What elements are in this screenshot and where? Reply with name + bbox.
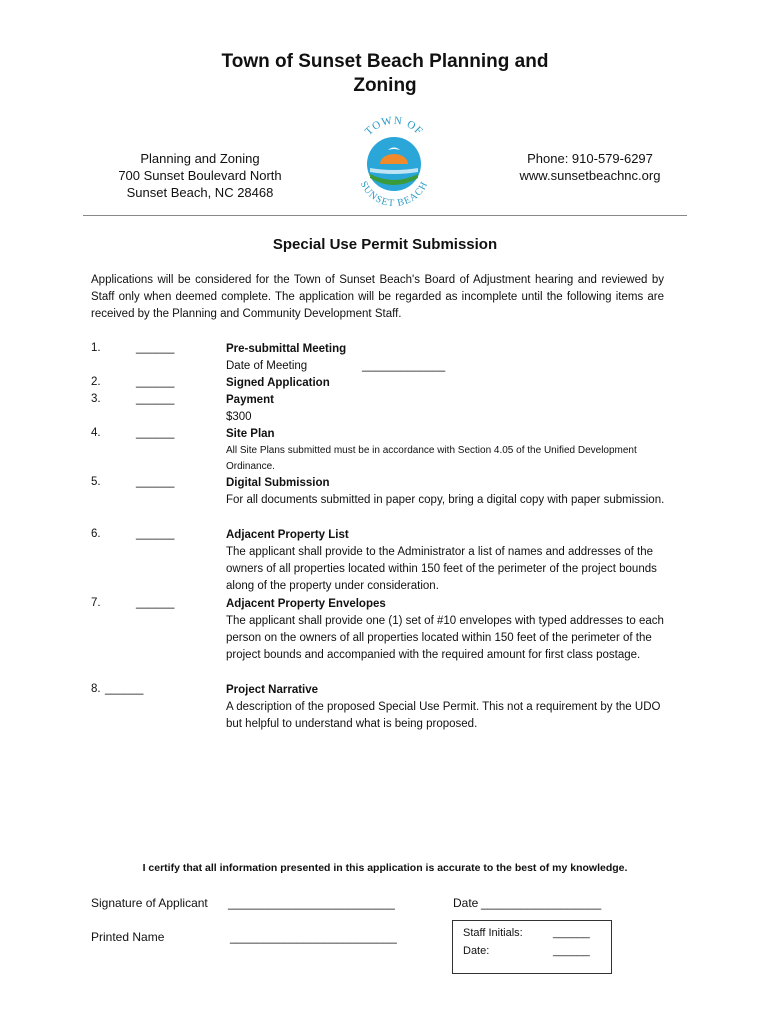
item-number: 5. xyxy=(91,476,101,488)
item-heading: Adjacent Property Envelopes xyxy=(226,598,386,610)
staff-use-box xyxy=(452,920,612,974)
staff-date-field[interactable]: ______ xyxy=(553,945,590,957)
checklist-item xyxy=(226,341,672,375)
item-number: 2. xyxy=(91,376,101,388)
printed-name-field[interactable]: _________________________ xyxy=(230,930,397,944)
svg-text:SUNSET BEACH: SUNSET BEACH xyxy=(357,179,431,210)
address-line-1: Planning and Zoning xyxy=(140,151,260,166)
item-check-blank[interactable]: ______ xyxy=(136,393,175,405)
item-check-blank[interactable]: ______ xyxy=(105,683,144,695)
staff-initials-field[interactable]: ______ xyxy=(553,927,590,939)
printed-name-label: Printed Name xyxy=(91,930,165,944)
staff-initials-label: Staff Initials: xyxy=(463,927,523,939)
item-heading: Site Plan xyxy=(226,428,275,440)
page-title xyxy=(0,50,770,98)
item-detail: $300 xyxy=(226,411,252,423)
certification-statement: I certify that all information presented in this application is accurate to the best of my knowledge. xyxy=(142,862,628,874)
item-check-blank[interactable]: ______ xyxy=(136,476,175,488)
item-detail: The applicant shall provide one (1) set of #10 envelopes with typed addresses to each person on the owners of all properties located within 150 feet of the perimeter of the project bounds and accompanied with the required amount for first class postage. xyxy=(226,615,664,661)
address-line-3: Sunset Beach, NC 28468 xyxy=(126,185,274,200)
address-line-2: 700 Sunset Boulevard North xyxy=(118,168,282,183)
header-divider xyxy=(83,215,687,216)
date-field[interactable]: __________________ xyxy=(481,896,602,910)
contact-info xyxy=(490,150,690,184)
item-number: 4. xyxy=(91,427,101,439)
title-line-2: Zoning xyxy=(353,75,417,96)
item-detail: The applicant shall provide to the Administrator a list of names and addresses of the owners of all properties located within 150 feet of the perimeter of the project bounds along of the property under consideration. xyxy=(226,546,657,592)
item-heading: Signed Application xyxy=(226,377,330,389)
staff-date-label: Date: xyxy=(463,945,490,957)
item-number: 3. xyxy=(91,393,101,405)
item-detail: A description of the proposed Special Use Permit. This not a requirement by the UDO but helpful to understand what is being proposed. xyxy=(226,701,661,730)
intro-paragraph: Applications will be considered for the Town of Sunset Beach's Board of Adjustment hearing and reviewed by Staff only when deemed complete. The application will be regarded as incomplete until the following items are received by the Planning and Community Development Staff. xyxy=(91,274,664,320)
phone-number: Phone: 910-579-6297 xyxy=(527,151,653,166)
item-check-blank[interactable]: ______ xyxy=(136,376,175,388)
title-line-1: Town of Sunset Beach Planning and xyxy=(221,51,549,72)
item-detail: All Site Plans submitted must be in accordance with Section 4.05 of the Unified Development Ordinance. xyxy=(226,445,637,472)
item-number: 7. xyxy=(91,597,101,609)
item-check-blank[interactable]: ______ xyxy=(136,597,175,609)
item-heading: Payment xyxy=(226,394,274,406)
checklist-item xyxy=(226,527,672,595)
office-address xyxy=(100,150,300,201)
item-number: 1. xyxy=(91,342,101,354)
checklist-item xyxy=(226,426,672,475)
signature-label: Signature of Applicant xyxy=(91,896,208,910)
checklist-item xyxy=(226,596,672,664)
meeting-date-blank[interactable]: _____________ xyxy=(362,360,446,372)
signature-field[interactable]: _________________________ xyxy=(228,896,395,910)
item-heading: Adjacent Property List xyxy=(226,529,349,541)
item-check-blank[interactable]: ______ xyxy=(136,427,175,439)
item-heading: Pre-submittal Meeting xyxy=(226,343,347,355)
checklist-item xyxy=(226,392,672,426)
item-detail: Date of Meeting xyxy=(226,360,308,372)
website-link[interactable]: www.sunsetbeachnc.org xyxy=(519,168,661,183)
checklist-item xyxy=(226,475,672,509)
date-label: Date xyxy=(453,896,479,910)
svg-text:TOWN OF: TOWN OF xyxy=(362,114,426,138)
item-heading: Digital Submission xyxy=(226,477,330,489)
town-seal-logo xyxy=(348,112,440,212)
checklist-item xyxy=(226,375,672,392)
item-number: 6. xyxy=(91,528,101,540)
item-detail: For all documents submitted in paper copy, bring a digital copy with paper submission. xyxy=(226,494,665,506)
checklist-item xyxy=(226,682,672,733)
item-check-blank[interactable]: ______ xyxy=(136,342,175,354)
item-number: 8. xyxy=(91,683,101,695)
item-heading: Project Narrative xyxy=(226,684,319,696)
item-check-blank[interactable]: ______ xyxy=(136,528,175,540)
form-subtitle: Special Use Permit Submission xyxy=(272,236,498,253)
